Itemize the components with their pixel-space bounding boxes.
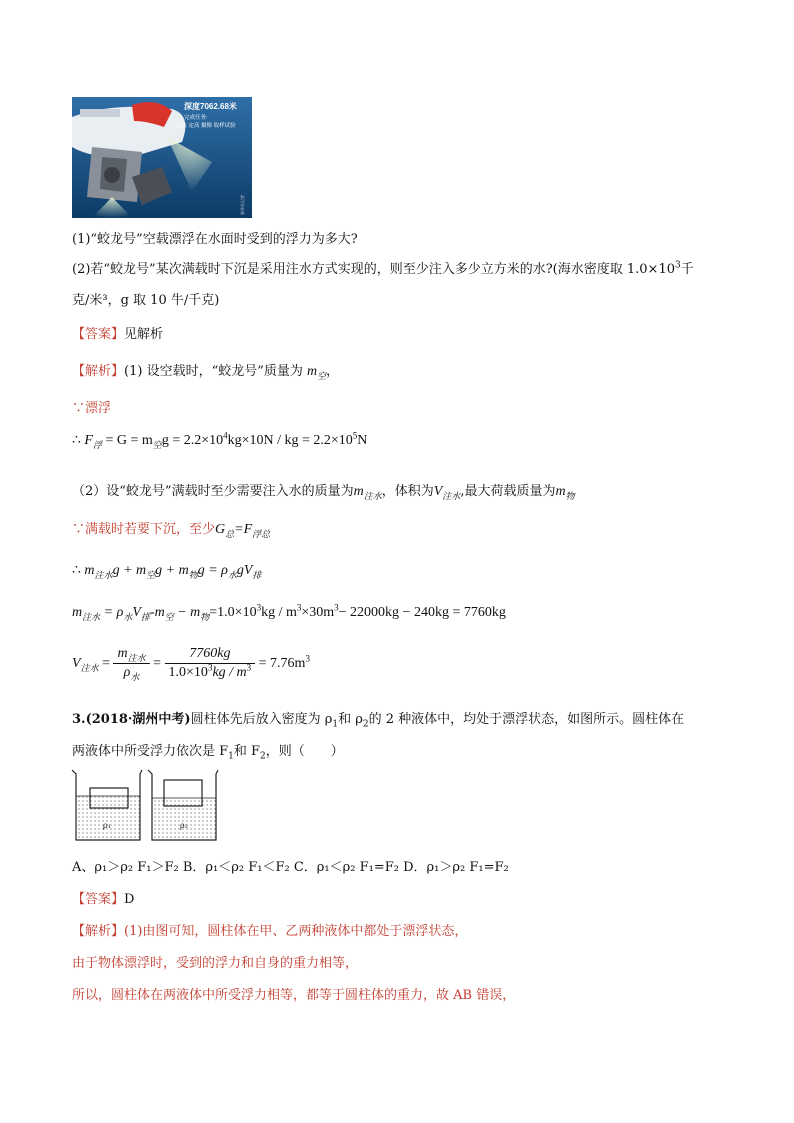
- q3-answer-label: 【答案】: [72, 892, 125, 907]
- q3-stem-line2: 两液体中所受浮力依次是 $F_1$和 $F_2$，则（ ）: [72, 744, 344, 762]
- q2-part2-line1: [72, 258, 694, 277]
- answer-label: 【答案】: [72, 327, 125, 342]
- formula-volume-water: $V_{注水}$ = $\frac{m_{注水}}{\rho_水}$ = $\frac{7760kg}{1.0\times 10^3kg / m^3}$ = $7.76m^3$: [72, 646, 310, 682]
- q2-analysis-line1: 【解析】(1) 设空载时，“蛟龙号”质量为 $m_空$，: [72, 364, 340, 381]
- q3-source: (2018·湖州中考): [85, 712, 191, 727]
- q2-answer: [72, 323, 163, 342]
- photo-watermark: 新华社记者: [240, 195, 245, 215]
- photo-task-title: 完成任务:: [184, 115, 208, 121]
- q2-part2-tail: 千: [680, 262, 694, 277]
- q3-options: A、ρ₁＞ρ₂ F₁＞F₂ B．ρ₁＜ρ₂ F₁＜F₂ C．ρ₁＜ρ₂ F₁=F₂ D．ρ₁＞ρ₂ F₁=F₂: [72, 860, 509, 875]
- because-sink: ∵满载时若要下沉，至少$G_总=F_{浮总}$: [72, 522, 271, 539]
- q2-part2-sup: 3: [675, 260, 681, 271]
- step2-text: （2）设“蛟龙号”满载时至少需要注入水的质量为: [72, 484, 354, 499]
- q3-stem-line1: 3.(2018·湖州中考)圆柱体先后放入密度为 $\rho_1$和 $\rho_2$的 2 种液体中，均处于漂浮状态，如图所示。圆柱体在: [72, 712, 685, 730]
- q3-analysis-line2: 由于物体漂浮时，受到的浮力和自身的重力相等，: [72, 956, 359, 971]
- formula-m-empty: $m_空$: [307, 364, 327, 381]
- q3-analysis-line3: 所以，圆柱体在两液体中所受浮力相等，都等于圆柱体的重力，故 AB 错误，: [72, 988, 516, 1003]
- analysis-label: 【解析】: [72, 364, 125, 379]
- because-float: ∵漂浮: [72, 401, 112, 416]
- photo-task-items: 定点 定高 摄像 取样试验: [176, 123, 236, 129]
- photo-depth: 深度7062.68米: [184, 102, 237, 111]
- answer-text: 见解析: [124, 327, 164, 342]
- q2-step2-line: （2）设“蛟龙号”满载时至少需要注入水的质量为$m_{注水}$，体积为$V_{注水}$,最大荷载质量为$m_物$: [72, 484, 575, 501]
- q3-analysis-label: 【解析】: [72, 924, 125, 939]
- beakers-figure: [70, 768, 220, 844]
- q3-answer-text: D: [124, 892, 135, 907]
- q2-part2-line2: 克/米³，g 取 10 牛/千克): [72, 293, 220, 308]
- formula-mass-water: $m_{注水} = \rho_水V_排-m_空 - m_物=1.0\times 10^3kg / m^3\times 30m^3- 22000kg - 240kg = 7760kg$: [72, 602, 506, 622]
- q3-answer: [72, 888, 134, 907]
- q2-part2-text: (2)若“蛟龙号”某次满载时下沉是采用注水方式实现的，则至少注入多少立方米的水?(海水密度取 1.0×10: [72, 262, 675, 277]
- submersible-photo: [72, 97, 252, 218]
- q2-part1: (1)“蛟龙号”空载漂浮在水面时受到的浮力为多大?: [72, 232, 358, 247]
- analysis-text: (1) 设空载时，“蛟龙号”质量为: [124, 364, 303, 379]
- q3-analysis-text1: (1)由图可知，圆柱体在甲、乙两种液体中都处于漂浮状态，: [124, 924, 468, 939]
- rho1-label: ρ₁: [103, 821, 111, 830]
- formula-buoyancy-empty: ∴ $F_浮 = G = m_空g = 2.2\times 10^4kg\times 10N$ / kg = $2.2\times 10^5N$: [72, 430, 368, 450]
- rho2-label: ρ₂: [180, 821, 188, 830]
- q3-analysis-line1: [72, 920, 467, 939]
- formula-balance: ∴ $m_{注水}g + m_空g + m_物g = \rho_水gV_排$: [72, 563, 262, 580]
- q3-number: 3.: [72, 712, 86, 727]
